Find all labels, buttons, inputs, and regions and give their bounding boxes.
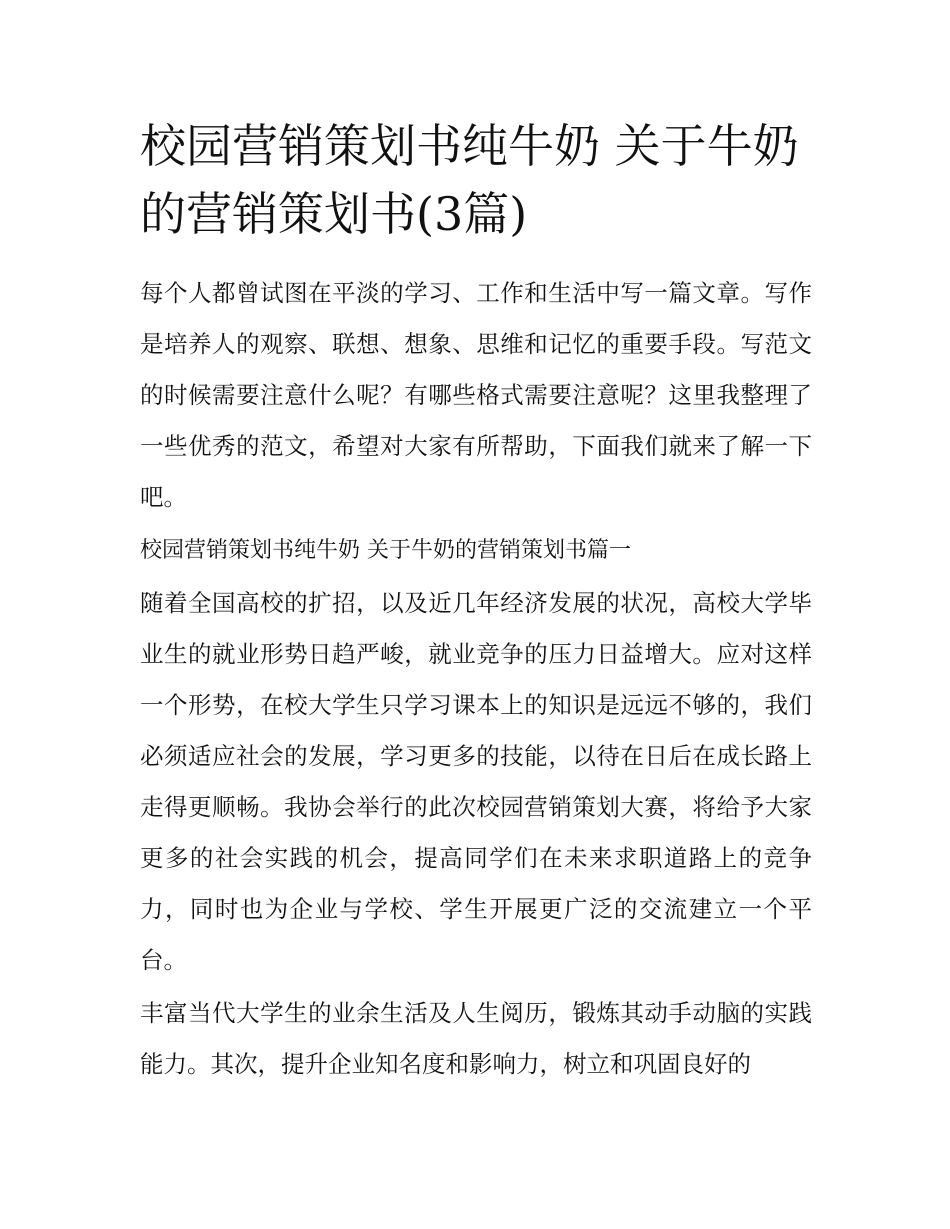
document-page (140, 112, 812, 1092)
intro-paragraph: 每个人都曾试图在平淡的学习、工作和生活中写一篇文章。写作是培养人的观察、联想、想象、思维和记忆的重要手段。写范文的时候需要注意什么呢？有哪些格式需要注意呢？这里我整理了一些优秀的范文，希望对大家有所帮助，下面我们就来了解一下吧。 (140, 279, 812, 511)
section-heading: 校园营销策划书纯牛奶 关于牛奶的营销策划书篇一 (140, 538, 631, 563)
body-paragraph-1: 随着全国高校的扩招，以及近几年经济发展的状况，高校大学毕业生的就业形势日趋严峻，就业竞争的压力日益增大。应对这样一个形势，在校大学生只学习课本上的知识是远远不够的，我们必须适应社会的发展，学习更多的技能，以待在日后在成长路上走得更顺畅。我协会举行的此次校园营销策划大赛，将给予大家更多的社会实践的机会，提高同学们在未来求职道路上的竞争力，同时也为企业与学校、学生开展更广泛的交流建立一个平台。 (140, 589, 812, 974)
body-paragraph-2: 丰富当代大学生的业余生活及人生阅历，锻炼其动手动脑的实践能力。其次，提升企业知名度和影响力，树立和巩固良好的 (140, 999, 812, 1078)
document-title: 校园营销策划书纯牛奶 关于牛奶的营销策划书(3篇) (140, 119, 799, 241)
